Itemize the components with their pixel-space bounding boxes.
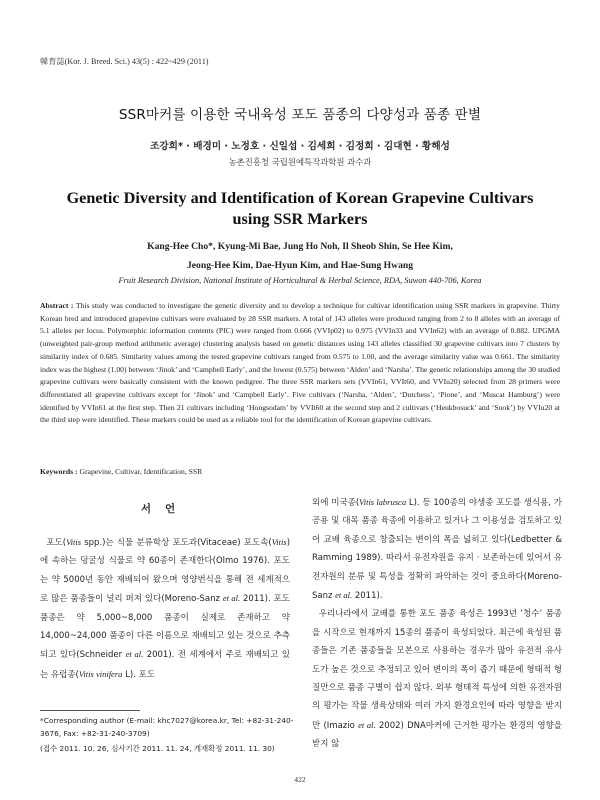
page-number: 422 <box>294 775 306 784</box>
footnote-divider <box>40 710 140 711</box>
body-text: 외에 미국종( <box>312 498 360 508</box>
body-text: 2011). 포도 품종은 약 5,000~8,000 품종이 실제로 존재하고 약 14,000~24,000 품종이 다른 이름으로 재배되고 있는 것으로 추측되고 있다(Schneider <box>40 594 291 661</box>
body-italic: Vitis <box>271 537 287 547</box>
abstract <box>40 300 560 427</box>
section-heading-introduction: 서언 <box>140 503 190 515</box>
authors-korean: 조강희* · 배경미 · 노정호 · 신일섭 · 김세희 · 김정희 · 김대현 · 황해성 <box>150 141 450 152</box>
body-text: 2001). 전 세계에서 주로 재배되고 있는 유럽종( <box>40 650 290 680</box>
receipt-dates: (접수 2011. 10. 26, 심사기간 2011. 11. 24, 게재확정 2011. 11. 30) <box>40 744 275 753</box>
keywords-label: Keywords : <box>40 467 78 476</box>
journal-header: 韓育誌(Kor. J. Breed. Sci.) 43(5) : 422~429 (2011) <box>40 57 209 66</box>
body-column-right <box>312 493 562 754</box>
body-text: 2002) DNA마커에 근거한 평가는 환경의 영향을 받지 않 <box>312 720 563 750</box>
title-english <box>60 188 540 230</box>
body-text: L). 등 100종의 야생종 포도를 생식용, 가공용 및 대목 품종 육종에 이용하고 있거나 그 이용성을 검토하고 있어 교배 육종으로 창출되는 변이의 폭을 넓히고 있다(Ledbetter & Ramming 1989). 따라서 유전자원을 유지 · 보존하는데 있어서 유전자원의 분류 및 특성을 정확히 파악하는 것이 중요하다(Moreno-Sanz <box>312 498 562 602</box>
abstract-label: Abstract : <box>40 301 74 310</box>
title-korean: SSR마커를 이용한 국내육성 포도 품종의 다양성과 품종 판별 <box>118 107 482 123</box>
body-column-left <box>40 533 290 684</box>
abstract-text: This study was conducted to investigate the genetic diversity and to develop a technique for cultivar identification using SSR markers in grapevine. Thirty Korean bred and introduced grapevine cultivars were evaluated by 28 SSR markers. A total of 143 alleles were produced ranging from 2 to 8 alleles with an average of 5.1 alleles per locus. Polymorphic information contents (PIC) were ranged from 0.666 (VVIp02) to 0.975 (VVIn33 and VVIn62) with an average of 0.882. UPGMA (unweighted pair-group method arithmetic average) clustering analysis based on genetic distances using 143 alleles classified 30 grapevine cultivars into 7 clusters by similarity index of 0.685. Similarity values among the tested grapevine cultivars ranged from 0.575 to 1.00, and the average similarity value was 0.661. The similarity index was the highest (1.00) between ‘Jinok’ and ‘Campbell Early’, and the lowest (0.575) between ‘Alden’ and ‘Narsha’. The genetic relationships among the 30 studied grapevine cultivars were basically consistent with the known pedigree. The three SSR markers sets (VVIn61, VVIt60, and VVIu20) selected from 28 primers were differentiated all grapevine cultivars except for ‘Jinok’ and ‘Campbell Early’. Five cultivars (‘Narsha, ‘Alden’, ‘Dutchess’, ‘Pione’, and ‘Muscat Hamburg’) were identified by VVIn61 at the first step. Then 21 cultivars including ‘Hongsodam’ by VVIt60 at the second step and 2 cultivars (‘Heukbosuck’ and ‘Suok’) by VVIu20 at the third step were identified. These markers could be used as a reliable tool for the identification of Korean grapevine cultivars. <box>40 301 560 425</box>
body-text: L). 포도 <box>122 669 155 680</box>
body-italic: Vitis <box>66 537 82 547</box>
title-english-line1: Genetic Diversity and Identification of Korean Grapevine Cultivars <box>66 189 534 207</box>
body-italic: Vitis vinifera <box>78 668 123 679</box>
affiliation-korean: 농촌진흥청 국립원예특작과학원 과수과 <box>228 157 372 167</box>
affiliation-english: Fruit Research Division, National Institute of Horticultural & Herbal Science, RDA, Suwon 440-706, Korea <box>118 276 482 285</box>
keywords-text: Grapevine, Cultivar, Identification, SSR <box>79 467 203 476</box>
body-italic: et al. <box>125 649 144 660</box>
authors-english-line1: Kang-Hee Cho*, Kyung-Mi Bae, Jung Ho Noh, Il Sheob Shin, Se Hee Kim, <box>147 241 453 252</box>
body-text: spp.)는 식물 분류학상 포도과(Vitaceae) 포도속( <box>81 538 272 548</box>
body-italic: et al. <box>358 719 376 730</box>
body-text: 우리나라에서 교배를 통한 포도 품종 육성은 1993년 ‘청수’ 품종을 시작으로 현재까지 15종의 품종이 육성되었다. 최근에 육성된 품종들은 기존 품종들을 모본으로 사용하는 경우가 많아 유전적 유사도가 높은 것으로 추정되고 있어 변이의 폭이 좁기 때문에 형태적 형질만으로 품종 구별이 쉽지 않다. 외부 형태적 특성에 의한 유전자원의 평가는 작물 생육상태와 여러 가지 환경요인에 따라 영향을 받지만 (Imazio <box>312 609 562 731</box>
title-english-line2: using SSR Markers <box>232 210 368 228</box>
corresponding-author-footnote: *Corresponding author (E-mail: khc7027@korea.kr, Tel: +82-31-240-3676, Fax: +82-31-240-3709) <box>40 716 294 738</box>
body-italic: Vitis labrusca <box>359 497 407 507</box>
body-italic: et al. <box>335 590 353 601</box>
authors-english <box>60 238 540 275</box>
authors-english-line2: Jeong-Hee Kim, Dae-Hyun Kim, and Hae-Sung Hwang <box>187 259 413 271</box>
body-text: )에 속하는 덩굴성 식물로 약 60종이 존재한다(Olmo 1976). 포도는 약 5000년 동안 재배되어 왔으며 영양번식을 통해 전 세계적으로 많은 품종들이 널리 퍼져 있다(Moreno-Sanz <box>40 538 291 605</box>
body-italic: et al. <box>222 593 241 604</box>
keywords <box>40 467 202 476</box>
body-text: 2011). <box>352 591 383 602</box>
body-text: 포도( <box>46 538 67 548</box>
